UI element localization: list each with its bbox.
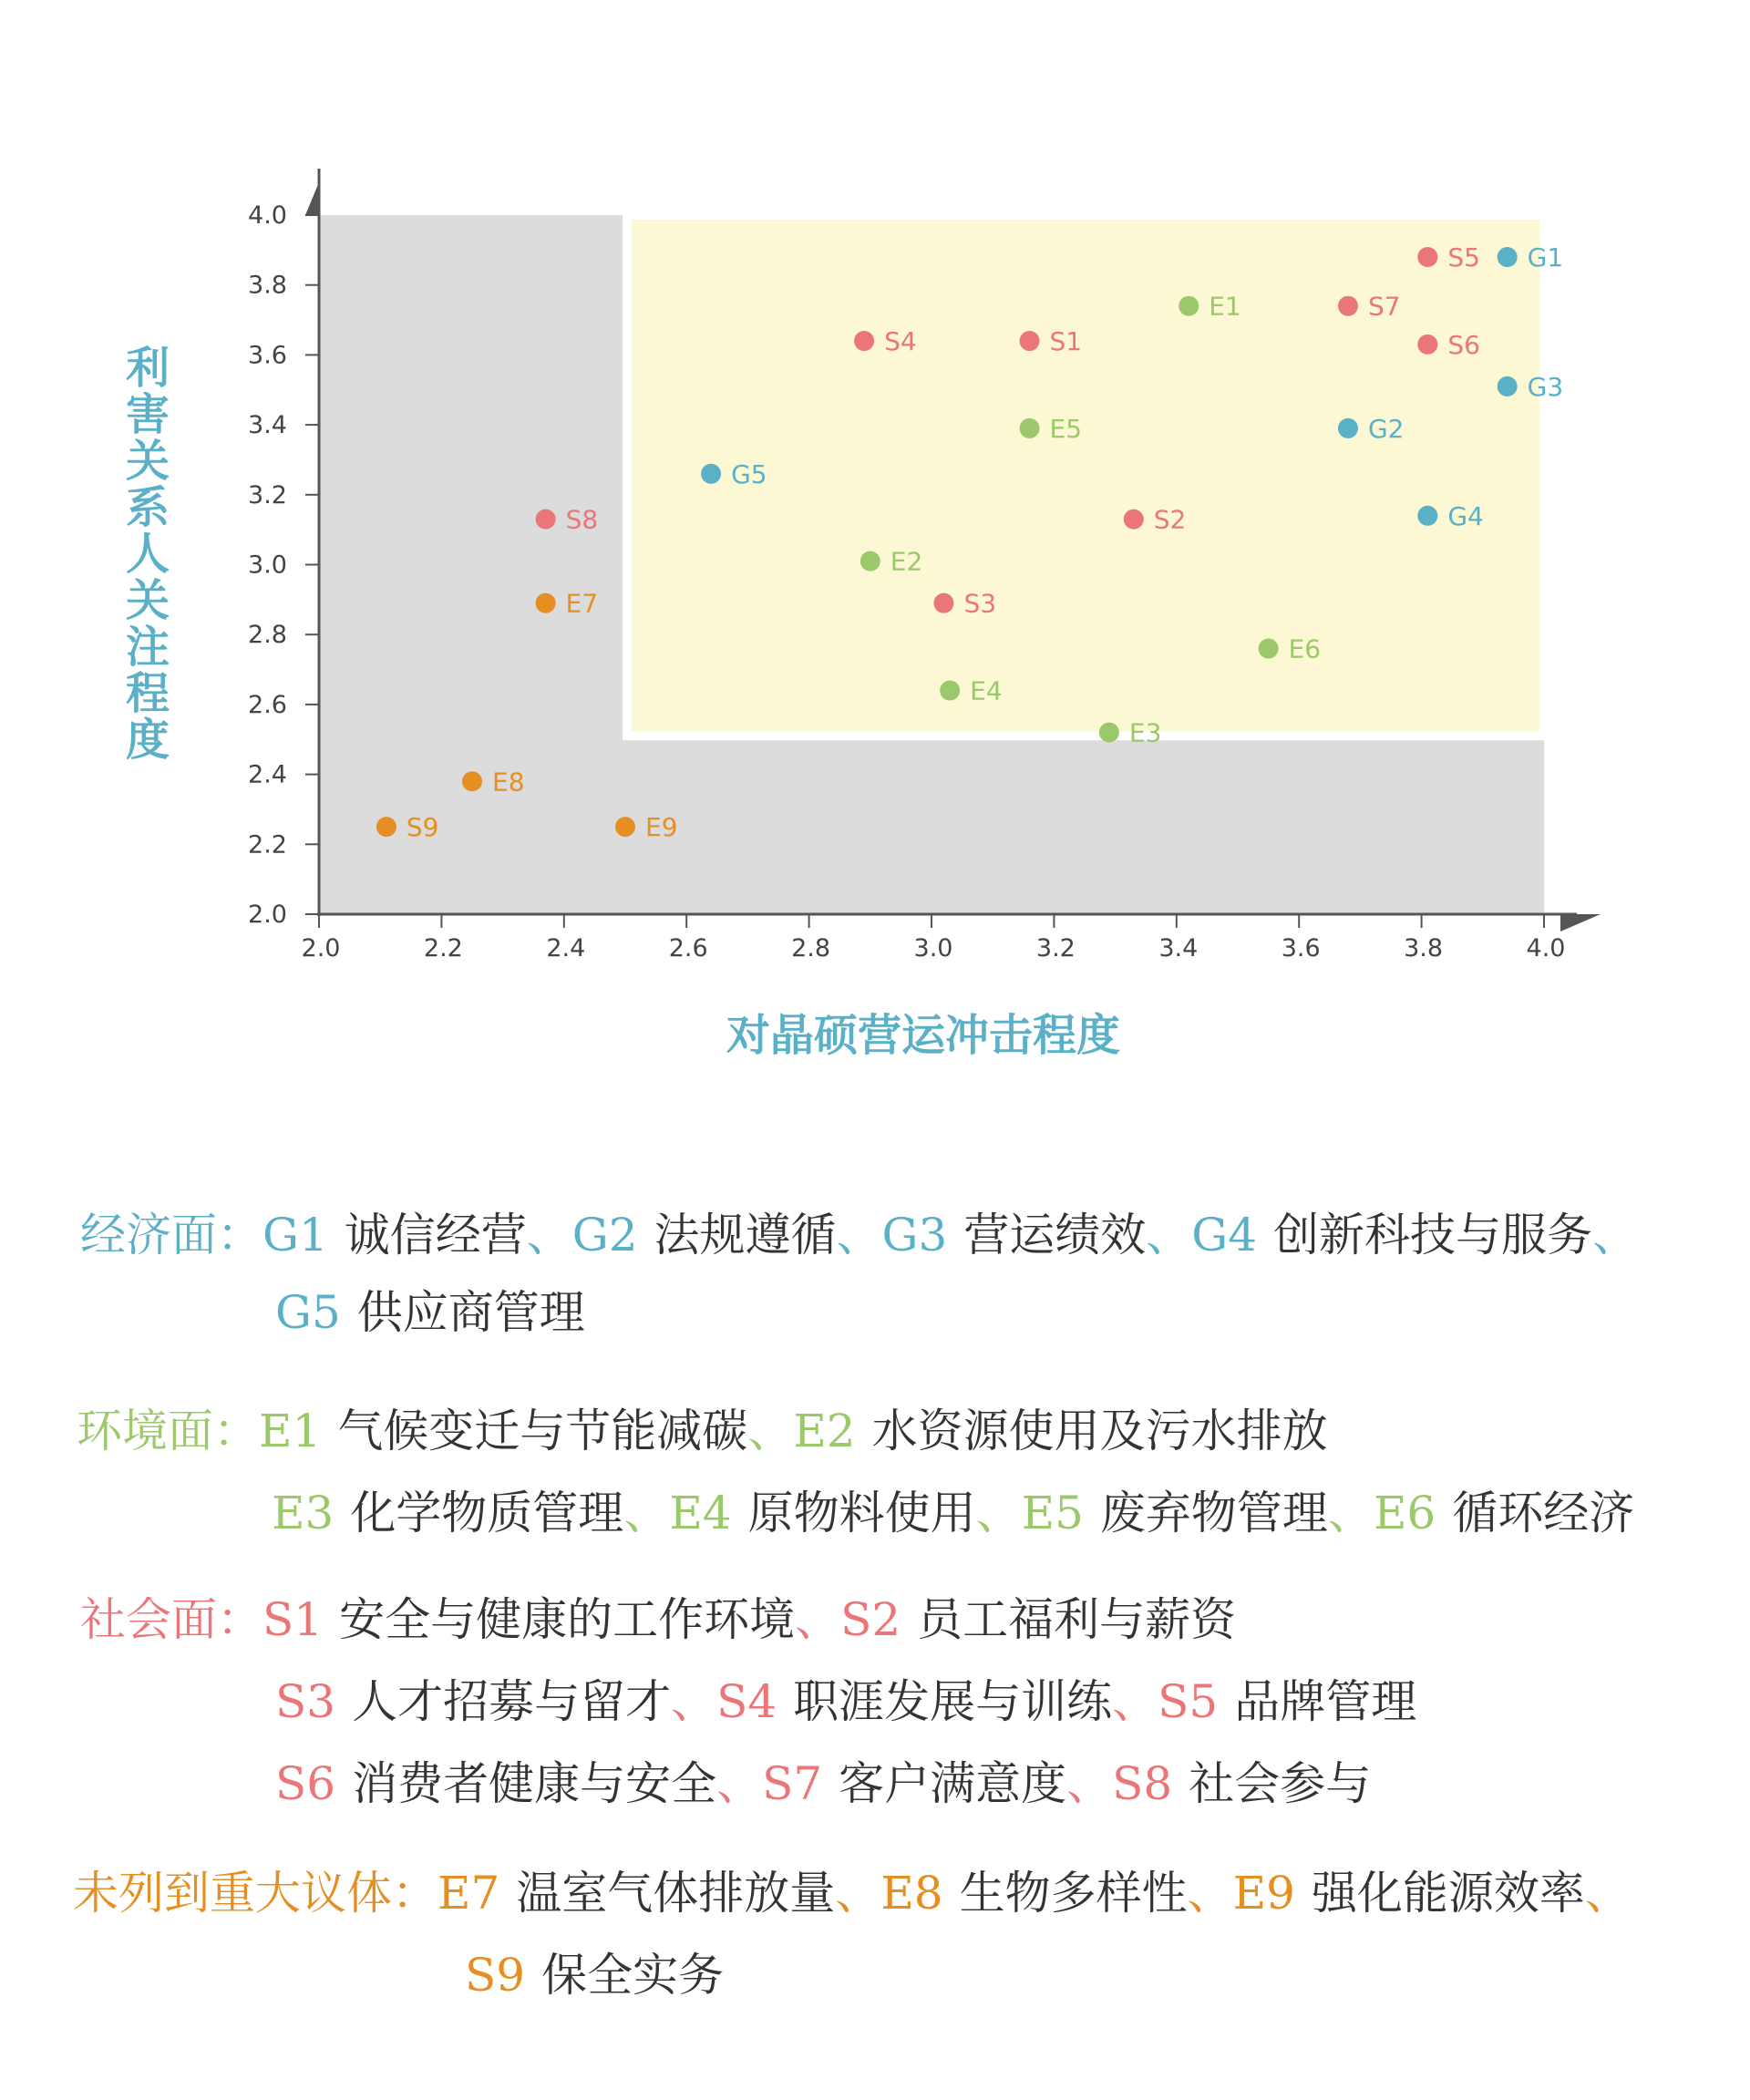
legend-separator: 、 (1187, 1867, 1233, 1920)
legend-social-line2 (275, 1674, 1416, 1729)
legend-code: S3 (275, 1675, 336, 1728)
legend-code: E8 (880, 1867, 943, 1920)
legend-environment-title: 环境面： (77, 1405, 259, 1457)
y-tick-label: 3.8 (248, 271, 287, 300)
legend-separator: 、 (623, 1487, 670, 1539)
legend-social-line3 (275, 1756, 1371, 1811)
legend-code: S6 (275, 1757, 336, 1810)
legend-separator: 、 (671, 1675, 717, 1728)
point-label-g1: G1 (1527, 242, 1564, 273)
legend-separator: 、 (795, 1593, 841, 1646)
point-label-g4: G4 (1447, 500, 1484, 531)
legend-separator: 、 (836, 1209, 882, 1261)
point-label-e5: E5 (1049, 413, 1083, 444)
legend-text: 化学物质管理 (350, 1487, 624, 1539)
x-tick-label: 2.2 (423, 934, 463, 962)
legend-economic-line1 (80, 1208, 1638, 1262)
legend-text: 温室气体排放量 (516, 1867, 836, 1920)
x-axis-title: 对晶硕营运冲击程度 (726, 1010, 1121, 1061)
legend-code: S7 (762, 1757, 823, 1810)
legend-code: E9 (1232, 1867, 1295, 1920)
y-tick-label: 4.0 (248, 201, 287, 230)
legend-text: 气候变迁与节能减碳 (337, 1405, 748, 1457)
legend-code: S5 (1158, 1675, 1219, 1728)
legend-text: 原物料使用 (747, 1487, 976, 1539)
legend-text: 客户满意度 (839, 1757, 1067, 1810)
point-label-s7: S7 (1367, 291, 1401, 322)
legend-text: 法规遵循 (654, 1209, 837, 1261)
legend-text: 员工福利与薪资 (917, 1593, 1237, 1646)
legend-text: 安全与健康的工作环境 (339, 1593, 796, 1646)
legend-code: G4 (1191, 1209, 1258, 1261)
legend-code: G2 (571, 1209, 638, 1261)
x-tick-label: 3.0 (913, 934, 953, 962)
legend-text: 供应商管理 (356, 1286, 585, 1339)
legend-text: 强化能源效率 (1311, 1867, 1585, 1920)
legend-social-line1 (80, 1592, 1236, 1647)
legend-social-title: 社会面： (80, 1593, 262, 1646)
legend-code: G3 (881, 1209, 948, 1261)
point-label-e3: E3 (1128, 717, 1162, 748)
legend-separator: 、 (1146, 1209, 1192, 1261)
legend-code: E5 (1021, 1487, 1084, 1539)
point-label-s6: S6 (1447, 329, 1480, 360)
x-tick-label: 3.2 (1035, 934, 1076, 962)
point-label-g3: G3 (1527, 371, 1564, 402)
point-label-s4: S4 (884, 326, 917, 357)
point-label-g5: G5 (731, 458, 767, 489)
legend-text: 创新科技与服务 (1273, 1209, 1593, 1261)
y-tick-label: 3.4 (248, 411, 287, 440)
x-tick-label: 2.8 (791, 934, 831, 962)
legend-text: 社会参与 (1189, 1757, 1372, 1810)
point-label-s2: S2 (1153, 504, 1187, 535)
legend-text: 水资源使用及污水排放 (871, 1405, 1328, 1457)
y-tick-label: 2.8 (248, 621, 287, 650)
legend-separator: 、 (835, 1867, 881, 1920)
y-tick-label: 2.0 (248, 901, 287, 929)
point-label-e9: E9 (645, 812, 678, 843)
point-label-s3: S3 (963, 588, 997, 619)
legend-separator: 、 (526, 1209, 572, 1261)
point-label-g2: G2 (1367, 413, 1405, 444)
legend-text: 职涯发展与训练 (793, 1675, 1113, 1728)
point-label-s1: S1 (1049, 326, 1083, 357)
legend-code: G5 (275, 1286, 341, 1339)
point-label-s8: S8 (565, 504, 599, 535)
legend-code: G1 (262, 1209, 328, 1261)
legend-code: S8 (1112, 1757, 1173, 1810)
legend-separator: 、 (975, 1487, 1022, 1539)
legend-text: 生物多样性 (959, 1867, 1188, 1920)
point-label-e8: E8 (492, 767, 525, 798)
point-label-e4: E4 (970, 675, 1003, 706)
legend-text: 循环经济 (1452, 1487, 1635, 1539)
legend-text: 消费者健康与安全 (352, 1757, 717, 1810)
legend-code: E3 (272, 1487, 335, 1539)
legend-other-line1 (73, 1866, 1631, 1920)
legend-code: S2 (840, 1593, 901, 1646)
legend-other-line2 (465, 1948, 724, 2002)
legend-code: S4 (716, 1675, 777, 1728)
legend-code: E2 (793, 1405, 856, 1457)
legend-code: S9 (465, 1949, 526, 2002)
legend-separator: 、 (747, 1405, 794, 1457)
legend-separator: 、 (716, 1757, 763, 1810)
legend-text: 营运绩效 (963, 1209, 1147, 1261)
legend-separator: 、 (1584, 1867, 1631, 1920)
legend-code: E4 (669, 1487, 732, 1539)
y-tick-label: 3.0 (248, 551, 287, 580)
y-tick-label: 2.2 (248, 830, 287, 860)
legend-separator: 、 (1066, 1757, 1113, 1810)
legend-economic-line2 (275, 1285, 585, 1340)
legend-code: E7 (438, 1867, 500, 1920)
legend-text: 废弃物管理 (1099, 1487, 1328, 1539)
point-label-e2: E2 (890, 546, 923, 577)
legend-text: 诚信经营 (344, 1209, 527, 1261)
legend-text: 人才招募与留才 (352, 1675, 672, 1728)
point-label-e1: E1 (1209, 291, 1241, 322)
x-tick-label: 4.0 (1526, 934, 1566, 962)
legend-separator: 、 (1112, 1675, 1158, 1728)
point-label-e7: E7 (565, 588, 599, 619)
y-tick-label: 3.2 (248, 480, 287, 510)
legend-text: 保全实务 (541, 1949, 725, 2002)
y-tick-label: 2.4 (248, 760, 287, 789)
legend-code: E6 (1373, 1487, 1436, 1539)
x-tick-label: 2.6 (668, 934, 708, 962)
legend-environment-line1 (77, 1404, 1328, 1458)
x-tick-label: 2.0 (301, 934, 341, 962)
y-tick-label: 3.6 (248, 341, 287, 370)
x-tick-label: 3.6 (1281, 934, 1321, 962)
x-tick-label: 3.8 (1404, 934, 1444, 962)
legend-code: S1 (262, 1593, 324, 1646)
legend-code: E1 (259, 1405, 322, 1457)
legend-separator: 、 (1592, 1209, 1639, 1261)
point-label-s9: S9 (406, 812, 439, 843)
legend-separator: 、 (1327, 1487, 1374, 1539)
legend-other-title: 未列到重大议体： (73, 1867, 438, 1920)
legend-text: 品牌管理 (1234, 1675, 1417, 1728)
y-axis-title: 利害关系人关注程度 (125, 343, 170, 766)
legend-environment-line2 (272, 1486, 1634, 1540)
point-label-e6: E6 (1288, 633, 1322, 664)
point-label-s5: S5 (1447, 242, 1480, 273)
y-tick-label: 2.6 (248, 690, 287, 719)
x-tick-label: 2.4 (546, 934, 586, 962)
legend-economic-title: 经济面： (80, 1209, 262, 1261)
x-tick-label: 3.4 (1158, 934, 1199, 962)
